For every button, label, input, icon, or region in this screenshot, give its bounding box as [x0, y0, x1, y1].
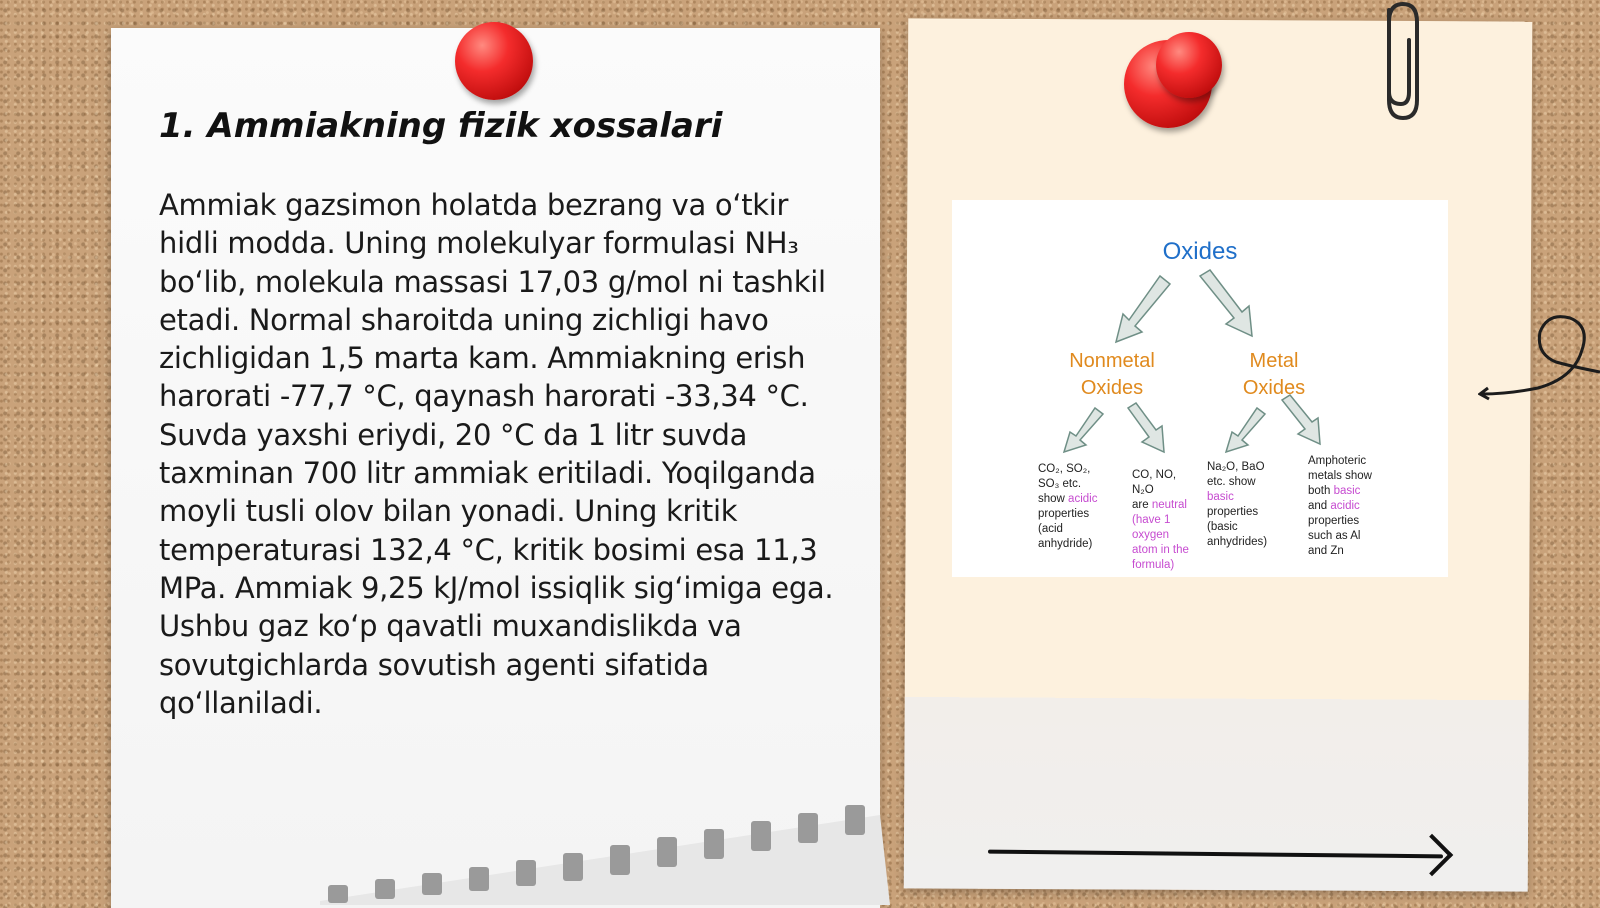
- leaf-line: [1132, 498, 1189, 513]
- leaf-line: SO₃ etc.: [1038, 478, 1082, 490]
- arrow-metal-left-icon: [1226, 408, 1265, 452]
- leaf-text: and: [1308, 500, 1331, 512]
- leaf-line: Na₂O, BaO: [1207, 461, 1265, 473]
- leaf-highlight: acidic: [1068, 493, 1098, 505]
- leaf-line: metals show: [1308, 470, 1372, 482]
- leaf-highlight: basic: [1333, 485, 1361, 497]
- diagram-metal-oxides: [1204, 348, 1344, 402]
- leaf-line: [1308, 484, 1372, 499]
- leaf-line: (basic: [1207, 521, 1238, 533]
- diagram-root-label: Oxides: [1162, 238, 1238, 265]
- nonmetal-oxides-label: Oxides: [1080, 377, 1144, 399]
- leaf-line: properties: [1207, 506, 1259, 518]
- leaf-line: anhydride): [1038, 538, 1093, 550]
- string-loop-decoration: [1478, 312, 1600, 412]
- leaf-line: [1308, 499, 1372, 514]
- leaf-line: properties: [1308, 515, 1360, 527]
- leaf-highlight: basic: [1207, 491, 1234, 503]
- body-paragraph: Ammiak gazsimon holatda bezrang va oʻtkir hidli modda. Uning molekulyar formulasi NH₃ boʻlib, molekula massasi 17,03 g/mol ni tashkil etadi. Normal sharoitda uning zichligi havo zichligidan 1,5 marta kam. Ammiakning erish harorati -77,7 °C, qaynash harorati -33,34 °C. Suvda yaxshi eriydi, 20 °C da 1 litr suvda taxminan 700 litr ammiak eritiladi. Yoqilganda moyli tusli olov bilan yonadi. Uning kritik temperaturasi 132,4 °C, kritik bosimi esa 11,3 MPa. Ammiak 9,25 kJ/mol issiqlik sigʻimiga ega. Ushbu gaz koʻp qavatli muxandislikda va sovutgichlarda sovutish agenti sifatida qoʻllaniladi.: [159, 188, 834, 720]
- red-pushpin-right-front: [1156, 32, 1222, 98]
- leaf-line: anhydrides): [1207, 536, 1268, 548]
- leaf-line: (acid: [1038, 523, 1063, 535]
- leaf-text: are: [1132, 499, 1152, 511]
- leaf-line: atom in the: [1132, 544, 1189, 556]
- leaf-line: oxygen: [1132, 529, 1170, 541]
- metal-oxides-label: Oxides: [1242, 377, 1306, 399]
- arrow-metal-right-icon: [1282, 395, 1320, 444]
- diagram-arrows: [952, 200, 1448, 577]
- leaf-acidic-oxides: [1038, 462, 1097, 552]
- slide-title: 1. Ammiakning fizik xossalari: [159, 106, 723, 146]
- metal-label: Metal: [1249, 350, 1299, 372]
- torn-spiral-strip: [320, 805, 890, 905]
- leaf-line: Amphoteric: [1308, 455, 1367, 467]
- leaf-line: [1038, 492, 1097, 507]
- leaf-amphoteric-oxides: [1308, 454, 1372, 559]
- arrow-nonmetal-right-icon: [1128, 403, 1164, 452]
- leaf-line: formula): [1132, 559, 1175, 571]
- leaf-line: properties: [1038, 508, 1090, 520]
- leaf-basic-oxides: [1207, 460, 1267, 550]
- arrow-root-left-icon: [1116, 276, 1170, 342]
- diagram-nonmetal-oxides: [1042, 348, 1182, 402]
- leaf-line: such as Al: [1308, 530, 1361, 542]
- leaf-text: show: [1038, 493, 1069, 505]
- leaf-line: N₂O: [1132, 484, 1154, 496]
- leaf-line: CO, NO,: [1132, 469, 1177, 481]
- oxides-diagram: [952, 200, 1448, 577]
- red-pushpin-left: [455, 22, 533, 100]
- leaf-line: CO₂, SO₂,: [1038, 463, 1091, 475]
- arrow-nonmetal-left-icon: [1064, 408, 1103, 452]
- leaf-line: (have 1: [1132, 514, 1171, 526]
- leaf-line: and Zn: [1308, 545, 1344, 557]
- paper-clip-icon: [1375, 0, 1423, 125]
- leaf-line: etc. show: [1207, 476, 1256, 488]
- leaf-text: both: [1308, 485, 1334, 497]
- leaf-neutral-oxides: [1132, 468, 1189, 573]
- leaf-highlight: neutral: [1151, 499, 1187, 511]
- arrow-root-right-icon: [1200, 270, 1252, 336]
- nonmetal-label: Nonmetal: [1069, 350, 1155, 372]
- leaf-highlight: acidic: [1330, 500, 1360, 512]
